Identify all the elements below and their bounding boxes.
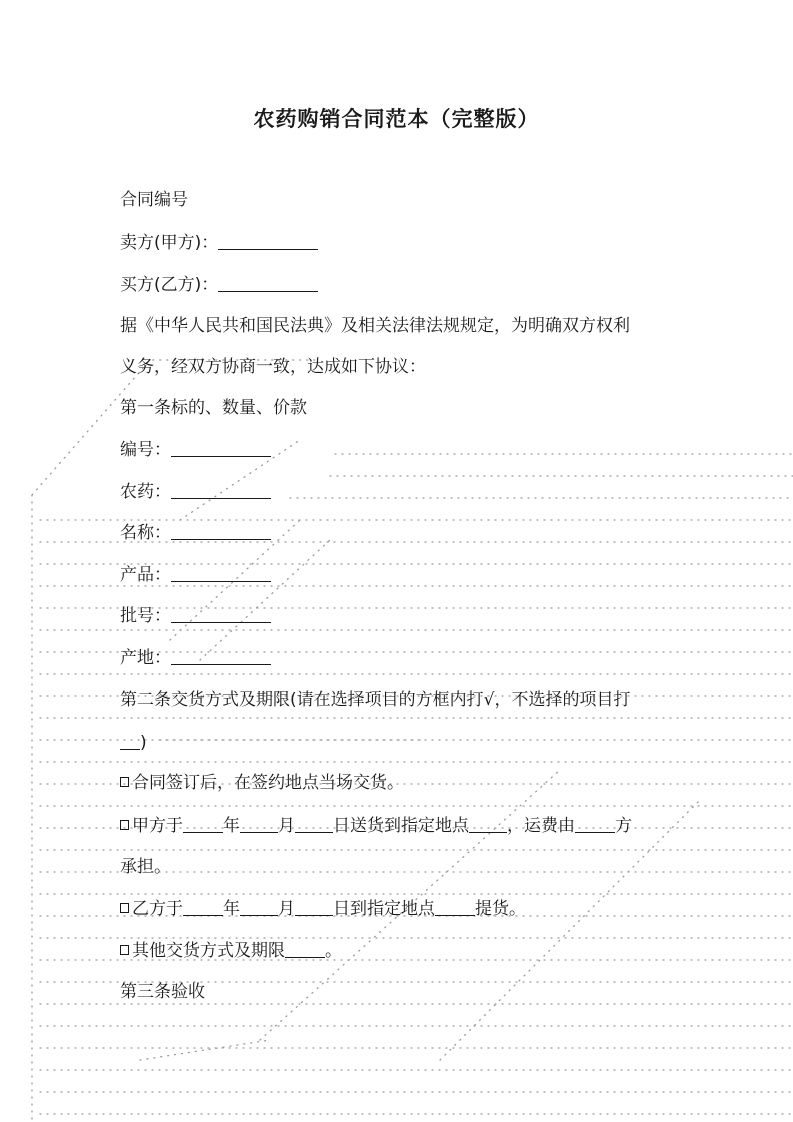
option-text: 日送货到指定地点 xyxy=(333,816,469,836)
article2-heading-continuation xyxy=(120,732,147,754)
mark-blank[interactable] xyxy=(120,732,140,750)
field-label: 编号： xyxy=(120,440,171,460)
field-row-product xyxy=(120,564,271,586)
option-text: 方 xyxy=(615,816,632,836)
delivery-option-1 xyxy=(120,772,404,794)
option-text: 年 xyxy=(223,816,240,836)
field-row-pesticide xyxy=(120,481,271,503)
terms-blank[interactable] xyxy=(285,940,325,958)
seller-field xyxy=(120,232,318,254)
article1-heading: 第一条标的、数量、价款 xyxy=(120,398,307,418)
option-text: 乙方于 xyxy=(132,899,183,919)
delivery-option-2-continuation: 承担。 xyxy=(120,857,171,877)
field-blank[interactable] xyxy=(171,481,271,499)
location-blank[interactable] xyxy=(469,815,507,833)
field-label: 批号： xyxy=(120,606,171,626)
option-checkbox[interactable] xyxy=(120,777,129,787)
option-text: 甲方于 xyxy=(132,816,183,836)
seller-label: 卖方(甲方)： xyxy=(120,233,219,253)
option-text: 月 xyxy=(278,816,295,836)
freight-party-blank[interactable] xyxy=(575,815,615,833)
option-text: 年 xyxy=(223,899,240,919)
year-blank[interactable] xyxy=(183,898,223,916)
field-blank[interactable] xyxy=(171,522,271,540)
delivery-option-4 xyxy=(120,940,342,962)
option-checkbox[interactable] xyxy=(120,820,129,830)
contract-number-label: 合同编号 xyxy=(120,190,188,210)
buyer-label: 买方(乙方)： xyxy=(120,275,219,295)
option-text: 其他交货方式及期限 xyxy=(132,941,285,961)
field-row-batch xyxy=(120,605,271,627)
field-label: 产地： xyxy=(120,648,171,668)
closing-paren: ) xyxy=(140,733,147,753)
day-blank[interactable] xyxy=(295,898,333,916)
delivery-option-2 xyxy=(120,815,632,837)
field-row-number xyxy=(120,439,271,461)
field-label: 产品： xyxy=(120,565,171,585)
option-text: 日到指定地点 xyxy=(333,899,435,919)
option-text: 月 xyxy=(278,899,295,919)
field-row-origin xyxy=(120,647,271,669)
buyer-blank[interactable] xyxy=(218,274,318,292)
seller-blank[interactable] xyxy=(218,232,318,250)
field-blank[interactable] xyxy=(171,605,271,623)
month-blank[interactable] xyxy=(240,898,278,916)
year-blank[interactable] xyxy=(183,815,223,833)
document-title: 农药购销合同范本（完整版） xyxy=(253,107,540,131)
buyer-field xyxy=(120,274,318,296)
option-text: 合同签订后，在签约地点当场交货。 xyxy=(132,773,404,793)
preamble-line-1: 据《中华人民共和国民法典》及相关法律法规规定，为明确双方权利 xyxy=(120,316,630,336)
field-label: 农药： xyxy=(120,482,171,502)
field-label: 名称： xyxy=(120,523,171,543)
option-text: 。 xyxy=(325,941,342,961)
field-blank[interactable] xyxy=(171,564,271,582)
month-blank[interactable] xyxy=(240,815,278,833)
day-blank[interactable] xyxy=(295,815,333,833)
location-blank[interactable] xyxy=(435,898,475,916)
delivery-option-3 xyxy=(120,898,526,920)
option-checkbox[interactable] xyxy=(120,945,129,955)
option-text: ，运费由 xyxy=(507,816,575,836)
article2-heading: 第二条交货方式及期限(请在选择项目的方框内打√，不选择的项目打 xyxy=(120,690,631,710)
option-text: 提货。 xyxy=(475,899,526,919)
field-blank[interactable] xyxy=(171,647,271,665)
field-row-name xyxy=(120,522,271,544)
option-checkbox[interactable] xyxy=(120,903,129,913)
field-blank[interactable] xyxy=(171,439,271,457)
article3-heading: 第三条验收 xyxy=(120,982,205,1002)
preamble-line-2: 义务，经双方协商一致，达成如下协议： xyxy=(120,357,426,377)
